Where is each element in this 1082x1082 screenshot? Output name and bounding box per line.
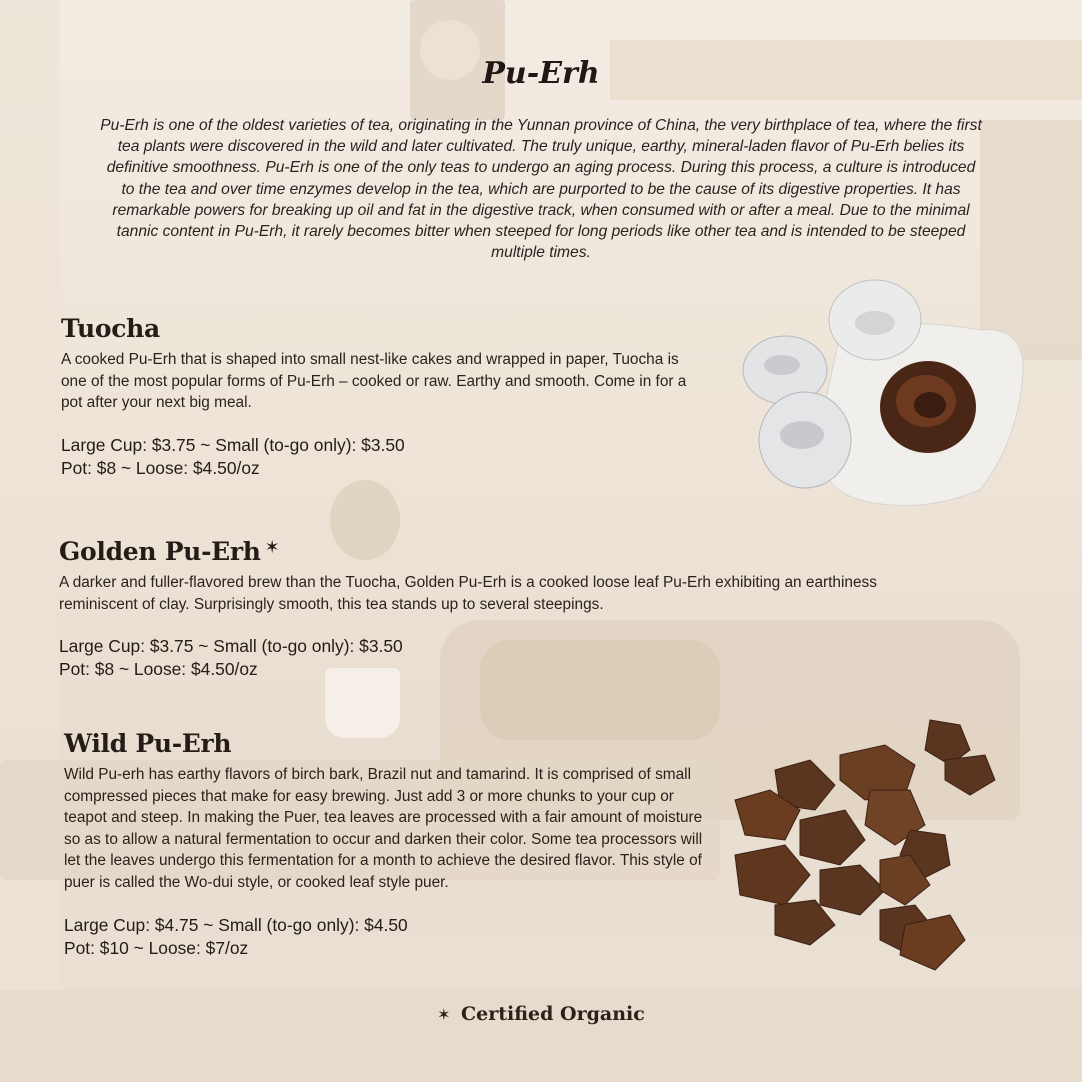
tuocha-image (740, 275, 1030, 520)
wrapped-tuocha-3 (759, 392, 851, 488)
wrapped-tuocha-2 (829, 280, 921, 360)
tea-name: Tuocha (61, 314, 160, 343)
tea-section-tuocha (61, 314, 701, 480)
tea-name: Golden Pu-Erh ✶ (59, 537, 280, 566)
intro-paragraph: Pu-Erh is one of the oldest varieties of tea, originating in the Yunnan province of China, the very birthplace of tea, where the first tea plants were discovered in the wild and later cultivated. The truly unique, earthy, mineral-laden flavor of Pu-Erh belies its definitive smoothness. Pu-Erh is one of the only teas to undergo an aging process. During this process, a culture is introduced to the tea and over time enzymes develop in the tea, which are purported to be the cause of its digestive properties. It has remarkable powers for breaking up oil and fat in the digestive track, when consumed with or after a meal. Due to the minimal tannic content in Pu-Erh, it rarely becomes bitter when steeped for long periods like other tea and is intended to be steeped multiple times. (100, 117, 982, 262)
page-title: Pu-Erh (482, 56, 600, 91)
tea-section-wild-pu-erh (64, 729, 704, 960)
tea-description: A cooked Pu-Erh that is shaped into small nest-like cakes and wrapped in paper, Tuocha is one of the most popular forms of Pu-Erh – cooked or raw. Earthy and smooth. Come in for a pot after your next big meal. (61, 351, 687, 412)
tea-section-golden-pu-erh (59, 537, 899, 681)
organic-star-icon: ✶ (437, 1005, 451, 1024)
tea-price: Large Cup: $3.75 ~ Small (to-go only): $3.50 Pot: $8 ~ Loose: $4.50/oz (59, 636, 403, 680)
tea-description: Wild Pu-erh has earthy flavors of birch bark, Brazil nut and tamarind. It is comprised of small compressed pieces that make for easy brewing. Just add 3 or more chunks to your cup or teapot and steep. In making the Puer, tea leaves are processed with a fair amount of moisture so as to allow a natural fermentation to occur and darken their color. Some tea processors will let the leaves undergo this fermentation for a month to achieve the desired flavor. This style of puer is called the Wo-dui style, or cooked leaf style puer. (64, 766, 703, 891)
tea-name: Wild Pu-Erh (64, 729, 232, 758)
organic-star-icon: ✶ (264, 537, 280, 558)
wild-pu-erh-leaves-image (730, 710, 1005, 975)
certified-organic-label: Certified Organic (461, 1003, 645, 1025)
tea-description: A darker and fuller-flavored brew than the Tuocha, Golden Pu-Erh is a cooked loose leaf Pu-Erh exhibiting an earthiness reminiscent of clay. Surprisingly smooth, this tea stands up to several steepings. (59, 574, 877, 613)
tea-price: Large Cup: $3.75 ~ Small (to-go only): $3.50 Pot: $8 ~ Loose: $4.50/oz (61, 434, 405, 478)
footer-legend (0, 1003, 1082, 1025)
tea-price: Large Cup: $4.75 ~ Small (to-go only): $4.50 Pot: $10 ~ Loose: $7/oz (64, 914, 408, 958)
unwrapped-tuocha (880, 361, 976, 453)
